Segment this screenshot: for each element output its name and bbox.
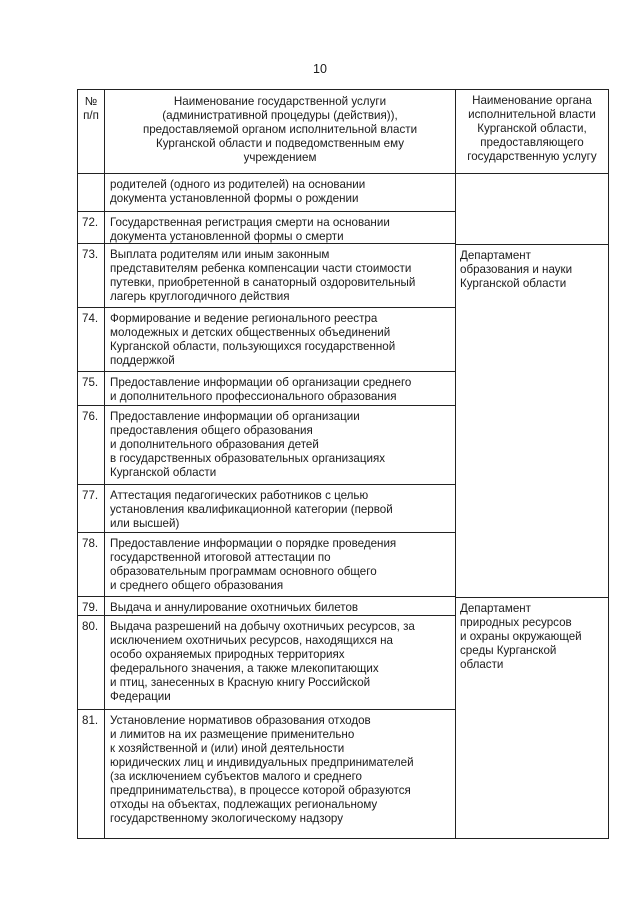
header-text-line: учреждением xyxy=(243,151,317,164)
header-text-line: № xyxy=(84,95,98,108)
header-service-name xyxy=(105,90,456,174)
authority-line: среды Курганской xyxy=(460,644,557,657)
row-number: 79. xyxy=(78,597,105,616)
authority-line: образования и науки xyxy=(460,263,573,276)
service-name-line: путевки, приобретенной в санаторный оздоровительный xyxy=(110,276,416,289)
service-name-line: особо охраняемых природных территориях xyxy=(110,648,345,661)
service-name xyxy=(105,710,456,839)
header-text-line: исполнительной власти xyxy=(468,108,596,121)
authority-line: Департамент xyxy=(460,602,531,615)
responsible-authority xyxy=(456,406,609,485)
service-name-line: в государственных образовательных организациях xyxy=(110,452,386,465)
header-text-line: (административной процедуры (действия)), xyxy=(162,109,398,122)
header-number xyxy=(78,90,105,174)
row-number xyxy=(78,174,105,212)
authority-line: и охраны окружающей xyxy=(460,630,582,643)
header-text-line: Курганской области и подведомственным ему xyxy=(155,137,405,150)
table-row xyxy=(78,533,609,597)
row-number: 78. xyxy=(78,533,105,597)
responsible-authority xyxy=(456,710,609,839)
service-name-line: юридических лиц и индивидуальных предпринимателей xyxy=(110,756,414,769)
service-name-line: Курганской области xyxy=(110,466,217,479)
table-row xyxy=(78,485,609,533)
service-name-line: Выдача и аннулирование охотничьих билетов xyxy=(110,601,359,614)
responsible-authority xyxy=(456,533,609,597)
service-name-line: Выдача разрешений на добычу охотничьих ресурсов, за xyxy=(110,620,415,633)
authority-line: Департамент xyxy=(460,249,531,262)
row-number: 81. xyxy=(78,710,105,839)
row-number: 74. xyxy=(78,308,105,372)
service-name xyxy=(105,597,456,616)
service-name-line: исключением охотничьих ресурсов, находящихся на xyxy=(110,634,393,647)
service-name-line: и лимитов на их размещение применительно xyxy=(110,728,355,741)
page-number: 10 xyxy=(313,62,327,76)
service-name-line: государственному экологическому надзору xyxy=(110,812,344,825)
service-name-line: и птиц, занесенных в Красную книгу Российской xyxy=(110,676,371,689)
table-row xyxy=(78,308,609,372)
responsible-authority xyxy=(456,212,609,244)
header-text-line: Наименование государственной услуги xyxy=(173,95,387,108)
row-number: 75. xyxy=(78,372,105,406)
responsible-authority xyxy=(456,597,609,671)
service-name-line: документа установленной формы о смерти xyxy=(110,230,344,243)
service-name xyxy=(105,174,456,212)
service-name-line: представителям ребенка компенсации части стоимости xyxy=(110,262,412,275)
service-name-line: или высшей) xyxy=(110,517,180,530)
header-text-line: предоставляемой органом исполнительной власти xyxy=(142,123,418,136)
service-name xyxy=(105,485,456,533)
table-header xyxy=(78,90,609,174)
service-name xyxy=(105,308,456,372)
service-name-line: Государственная регистрация смерти на основании xyxy=(110,216,390,229)
header-text-line: п/п xyxy=(83,109,99,122)
service-name-line: лагерь круглогодичного действия xyxy=(110,290,290,303)
service-name xyxy=(105,244,456,308)
service-name-line: и среднего общего образования xyxy=(110,579,284,592)
service-name-line: государственной итоговой аттестации по xyxy=(110,551,331,564)
header-text-line: Курганской области, xyxy=(477,122,587,135)
service-name-line: родителей (одного из родителей) на основании xyxy=(110,178,366,191)
row-number: 73. xyxy=(78,244,105,308)
authority-line: области xyxy=(460,658,504,671)
header-text-line: предоставляющего xyxy=(480,136,584,149)
service-name-line: Формирование и ведение регионального реестра xyxy=(110,312,378,325)
table-row xyxy=(78,406,609,485)
responsible-authority xyxy=(456,308,609,372)
service-name-line: и дополнительного образования детей xyxy=(110,438,319,451)
row-number: 80. xyxy=(78,616,105,710)
responsible-authority xyxy=(456,372,609,406)
service-name xyxy=(105,406,456,485)
service-name-line: предоставления общего образования xyxy=(110,424,313,437)
service-name-line: предпринимательства), в процессе которой образуются xyxy=(110,784,411,797)
service-name-line: отходы на объектах, подлежащих региональному xyxy=(110,798,378,811)
authority-line: природных ресурсов xyxy=(460,616,572,629)
table-row xyxy=(78,616,609,710)
service-name-line: Аттестация педагогических работников с целью xyxy=(110,489,369,502)
service-name-line: федерального значения, а также млекопитающих xyxy=(110,662,379,675)
service-name xyxy=(105,533,456,597)
service-name-line: Выплата родителям или иным законным xyxy=(110,248,330,261)
service-name-line: Предоставление информации об организации среднего xyxy=(110,376,412,389)
header-text-line: Наименование органа xyxy=(472,94,592,107)
service-name-line: к хозяйственной и (или) иной деятельности xyxy=(110,742,345,755)
table-row xyxy=(78,244,609,308)
service-name-line: Федерации xyxy=(110,690,171,703)
header-authority xyxy=(456,90,609,174)
table-row xyxy=(78,174,609,212)
service-name xyxy=(105,372,456,406)
service-name-line: Установление нормативов образования отходов xyxy=(110,714,371,727)
table-body xyxy=(78,174,609,839)
services-table xyxy=(77,89,609,839)
header-text-line: государственную услугу xyxy=(467,150,597,163)
service-name-line: образовательным программам основного общего xyxy=(110,565,377,578)
row-number: 76. xyxy=(78,406,105,485)
service-name-line: Предоставление информации о порядке проведения xyxy=(110,537,397,550)
service-name-line: поддержкой xyxy=(110,354,175,367)
table-row xyxy=(78,372,609,406)
responsible-authority xyxy=(456,244,609,308)
service-name-line: Предоставление информации об организации xyxy=(110,410,360,423)
service-name xyxy=(105,212,456,244)
service-name xyxy=(105,616,456,710)
responsible-authority xyxy=(456,616,609,710)
service-name-line: Курганской области, пользующихся государственной xyxy=(110,340,396,353)
service-name-line: установления квалификационной категории (первой xyxy=(110,503,393,516)
table-row xyxy=(78,212,609,244)
authority-line: Курганской области xyxy=(460,277,567,290)
table-row xyxy=(78,710,609,839)
service-name-line: (за исключением субъектов малого и среднего xyxy=(110,770,362,783)
responsible-authority xyxy=(456,485,609,533)
service-name-line: и дополнительного профессионального образования xyxy=(110,390,397,403)
row-number: 72. xyxy=(78,212,105,244)
service-name-line: документа установленной формы о рождении xyxy=(110,192,359,205)
row-number: 77. xyxy=(78,485,105,533)
service-name-line: молодежных и детских общественных объединений xyxy=(110,326,391,339)
responsible-authority xyxy=(456,174,609,212)
